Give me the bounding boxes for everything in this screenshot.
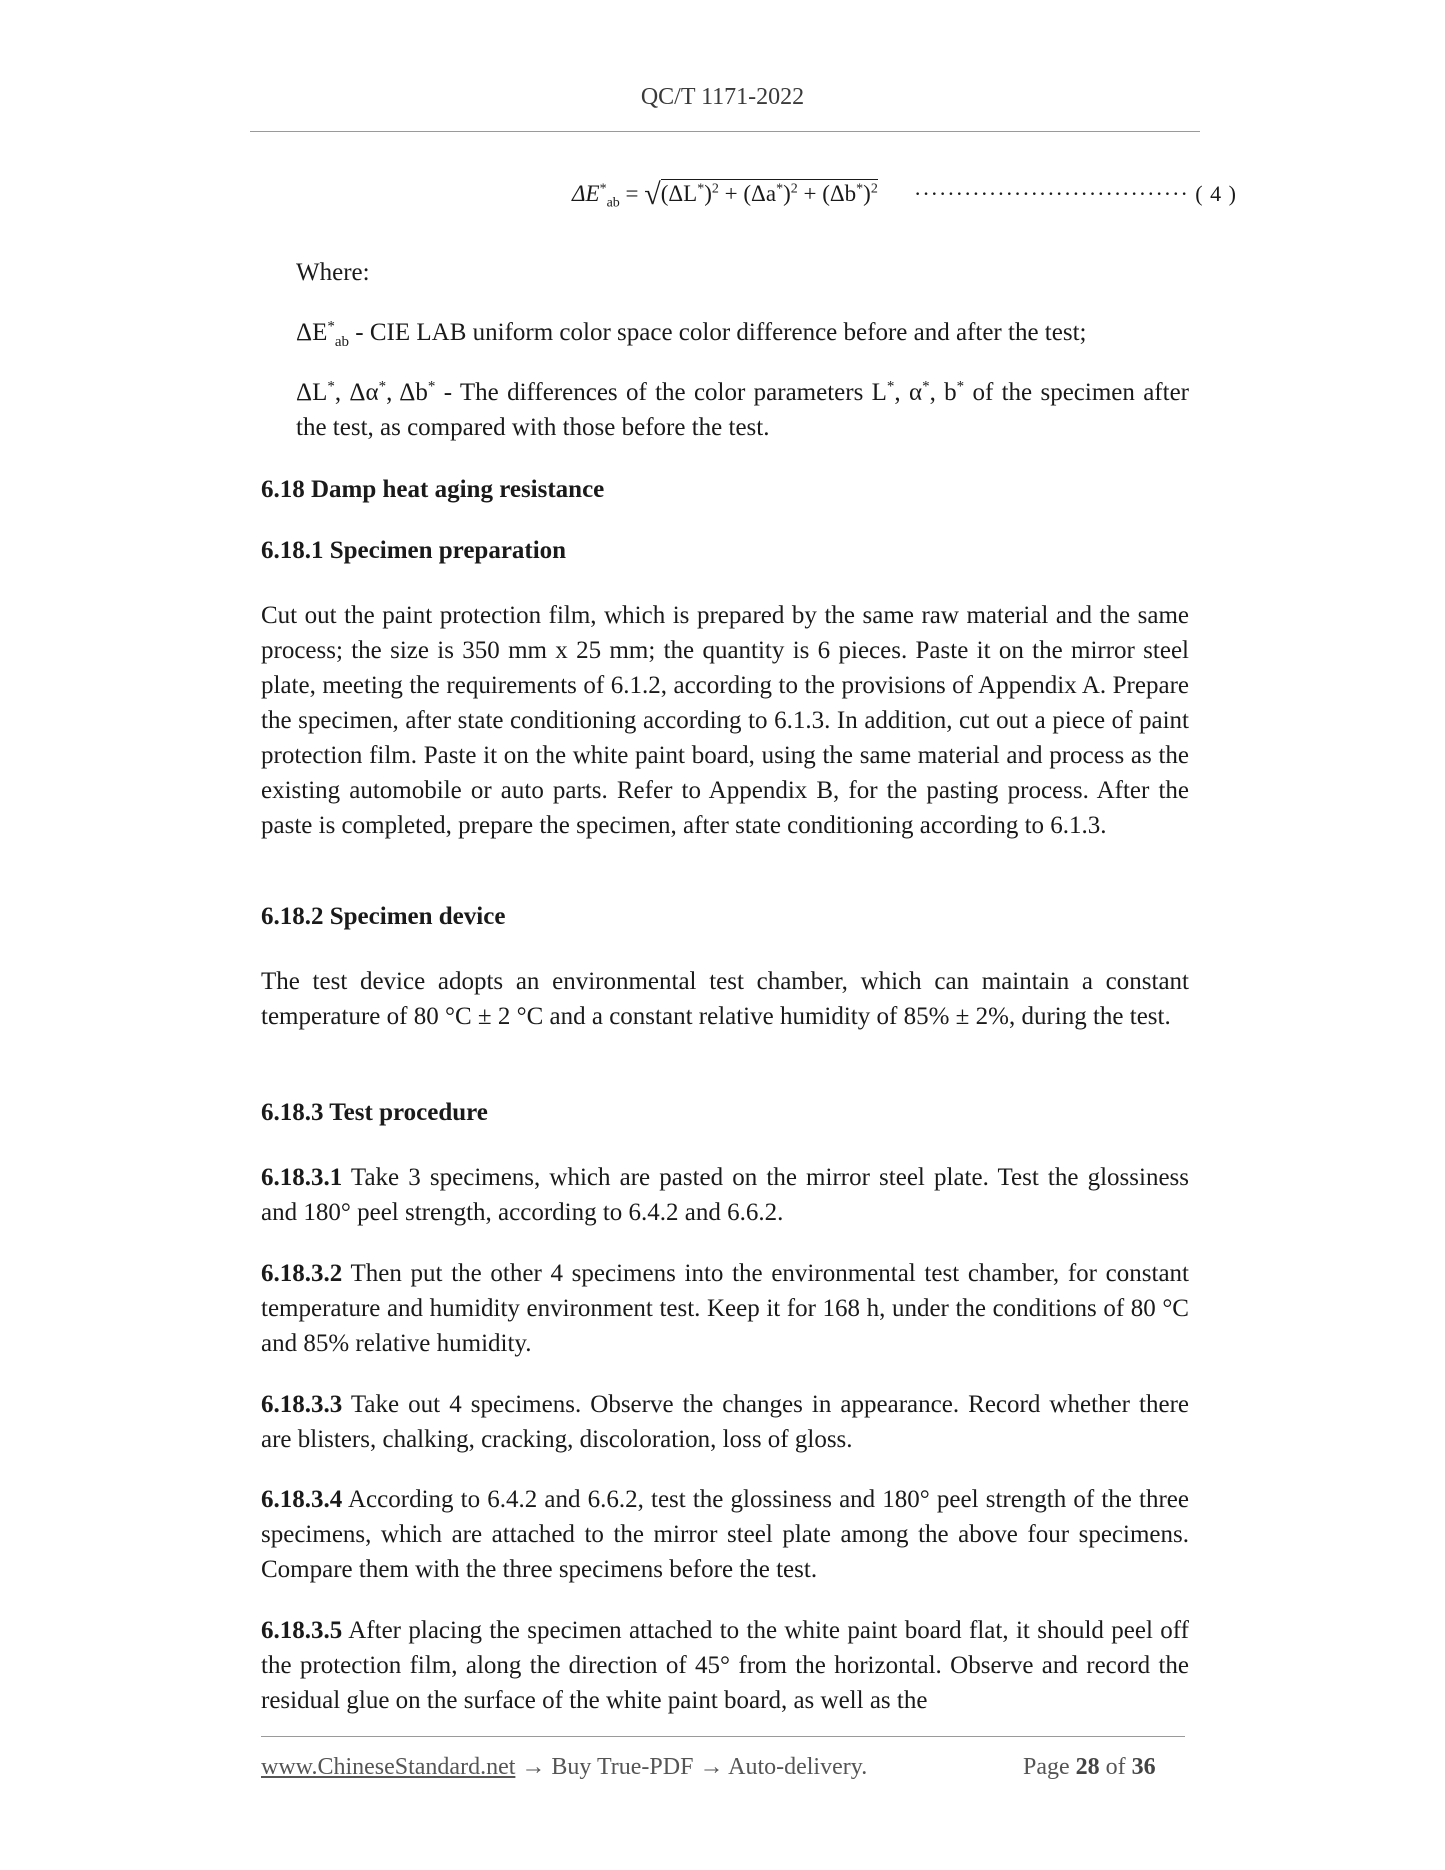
document-code-header: QC/T 1171-2022	[640, 84, 805, 110]
header-divider	[250, 131, 1200, 132]
equation-number	[914, 181, 1237, 207]
definition-delta-lab: ΔL*, Δα*, Δb* - The differences of the color parameters L*, α*, b* of the specimen after the test, as compared with those before the test.	[296, 378, 1189, 441]
specimen-device-text: The test device adopts an environmental test chamber, which can maintain a constant temperature of 80 °C ± 2 °C and a constant relative humidity of 85% ± 2%, during the test.	[261, 968, 1189, 1030]
equation-leader: ·································	[914, 181, 1189, 206]
procedure-step-1: 6.18.3.1 Take 3 specimens, which are pasted on the mirror steel plate. Test the glossiness and 180° peel strength, according to 6.4.2 and 6.6.2.	[261, 1164, 1189, 1226]
formula-lhs: ΔE	[572, 181, 600, 206]
total-pages: 36	[1131, 1754, 1156, 1780]
formula-lhs-sub: ab	[606, 195, 620, 211]
formula-radicand: $(\Delta L^*)^2 + (\Delta a^*)^2 + (\Delta b^*)^2$	[660, 181, 878, 206]
formula-term-l: (ΔL	[660, 181, 698, 206]
equation-label: ( 4 )	[1195, 181, 1237, 206]
specimen-preparation-text: Cut out the paint protection film, which is prepared by the same raw material and the same process; the size is 350 mm x 25 mm; the quantity is 6 pieces. Paste it on the mirror steel plate, meeting the requirements of 6.1.2, according to the provisions of Appendix A. Prepare the specimen, after state conditioning according to 6.1.3. In addition, cut out a piece of paint protection film. Paste it on the white paint board, using the same material and process as the existing automobile or auto parts. Refer to Appendix B, for the pasting process. After the paste is completed, prepare the specimen, after state conditioning according to 6.1.3.	[261, 602, 1189, 839]
color-difference-formula	[572, 178, 878, 212]
section-heading-6-18: 6.18 Damp heat aging resistance	[261, 476, 605, 503]
formula-term-b: (Δb	[822, 181, 857, 206]
definition-delta-e: $\Delta E^*_{ab}$ - CIE LAB uniform color space color difference before and after the test;	[296, 318, 1087, 350]
page-number: Page 28 of 36	[1023, 1754, 1156, 1780]
formula-equals: =	[625, 181, 639, 206]
square-root-icon: √	[644, 178, 661, 211]
formula-term-a: (Δa	[743, 181, 777, 206]
footer-promo	[261, 1754, 867, 1781]
current-page: 28	[1075, 1754, 1100, 1780]
footer-promo-text: → Buy True-PDF → Auto-delivery.	[515, 1754, 868, 1780]
section-heading-6-18-2: 6.18.2 Specimen device	[261, 903, 506, 930]
procedure-step-5: 6.18.3.5 After placing the specimen attached to the white paint board flat, it should peel off the protection film, along the direction of 45° from the horizontal. Observe and record the residual glue on the surface of the white paint board, as well as the	[261, 1617, 1189, 1714]
formula-lhs-sup: *	[599, 181, 607, 197]
procedure-step-4: 6.18.3.4 According to 6.4.2 and 6.6.2, test the glossiness and 180° peel strength of the three specimens, which are attached to the mirror steel plate among the above four specimens. Compare them with the three specimens before the test.	[261, 1486, 1189, 1583]
section-heading-6-18-1: 6.18.1 Specimen preparation	[261, 537, 567, 564]
where-label: Where:	[296, 259, 370, 286]
procedure-step-3: 6.18.3.3 Take out 4 specimens. Observe the changes in appearance. Record whether there are blisters, chalking, cracking, discoloration, loss of gloss.	[261, 1391, 1189, 1453]
website-link[interactable]: www.ChineseStandard.net	[261, 1754, 516, 1780]
procedure-step-2: 6.18.3.2 Then put the other 4 specimens into the environmental test chamber, for constant temperature and humidity environment test. Keep it for 168 h, under the conditions of 80 °C and 85% relative humidity.	[261, 1260, 1189, 1357]
footer-divider	[261, 1736, 1185, 1737]
section-heading-6-18-3: 6.18.3 Test procedure	[261, 1099, 488, 1126]
